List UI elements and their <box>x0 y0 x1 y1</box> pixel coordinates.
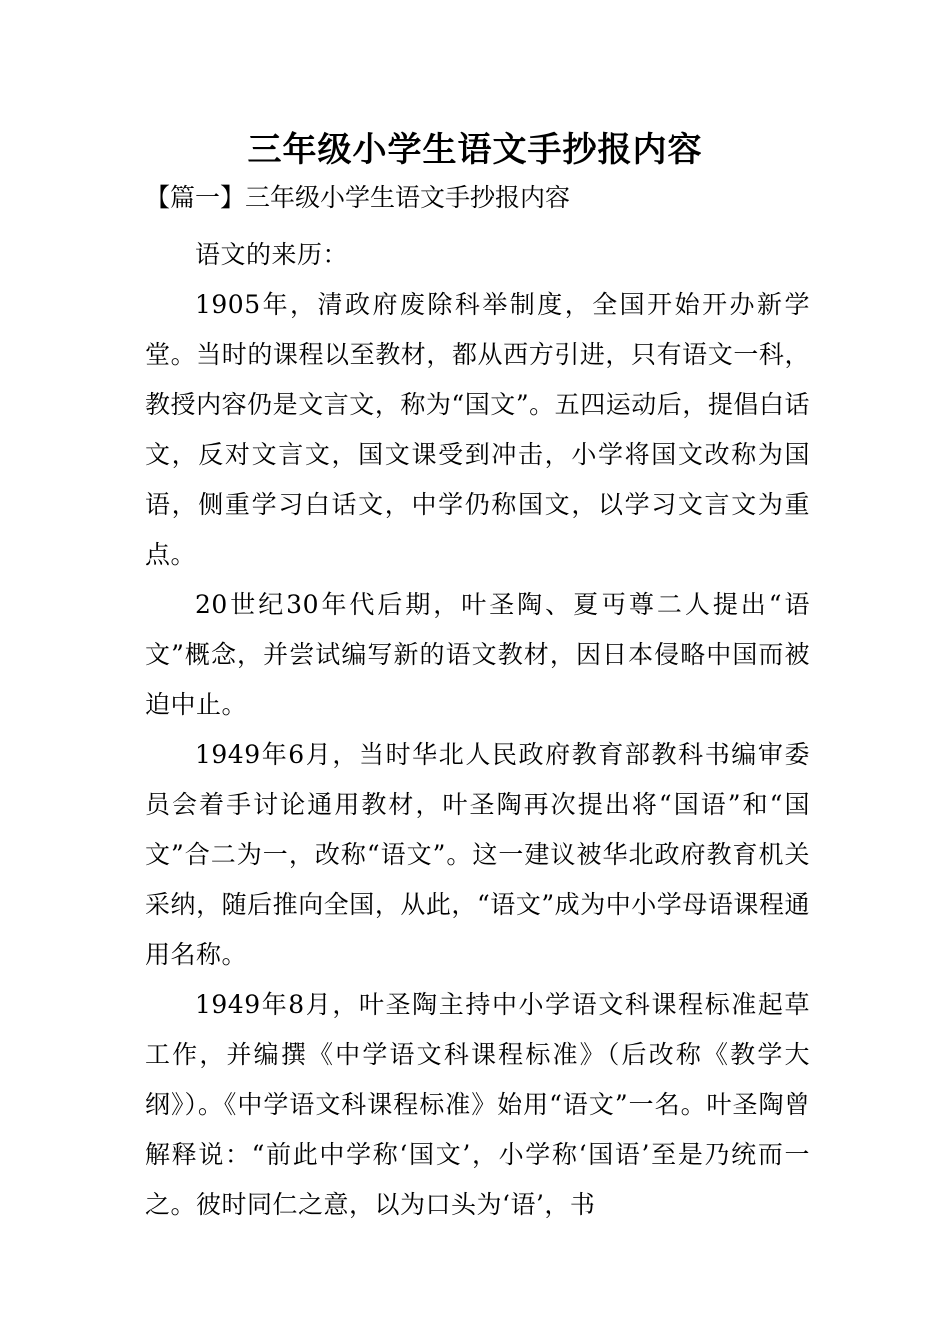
paragraph-1949-june: 1949年6月，当时华北人民政府教育部教科书编审委员会着手讨论通用教材，叶圣陶再次提出将“国语”和“国文”合二为一，改称“语文”。这一建议被华北政府教育机关采纳，随后推向全国，从此，“语文”成为中小学母语课程通用名称。 <box>145 740 810 969</box>
paragraph-intro: 语文的来历： <box>195 240 349 269</box>
document-title: 三年级小学生语文手抄报内容 <box>247 130 703 170</box>
paragraph-1905: 1905年，清政府废除科举制度，全国开始开办新学堂。当时的课程以至教材，都从西方引进，只有语文一科，教授内容仍是文言文，称为“国文”。五四运动后，提倡白话文，反对文言文，国文课受到冲击，小学将国文改称为国语，侧重学习白话文，中学仍称国文，以学习文言文为重点。 <box>145 290 810 569</box>
paragraph-1949-august: 1949年8月，叶圣陶主持中小学语文科课程标准起草工作，并编撰《中学语文科课程标准》（后改称《教学大纲》）。《中学语文科课程标准》始用“语文”一名。叶圣陶曾解释说：“前此中学称‘国文’，小学称‘国语’至是乃统而一之。彼时同仁之意，以为口头为‘语’，书 <box>145 990 810 1219</box>
paragraph-1930s: 20世纪30年代后期，叶圣陶、夏丏尊二人提出“语文”概念，并尝试编写新的语文教材，因日本侵略中国而被迫中止。 <box>145 590 810 719</box>
section-heading: 【篇一】三年级小学生语文手抄报内容 <box>145 183 571 212</box>
document-body <box>145 230 810 1230</box>
